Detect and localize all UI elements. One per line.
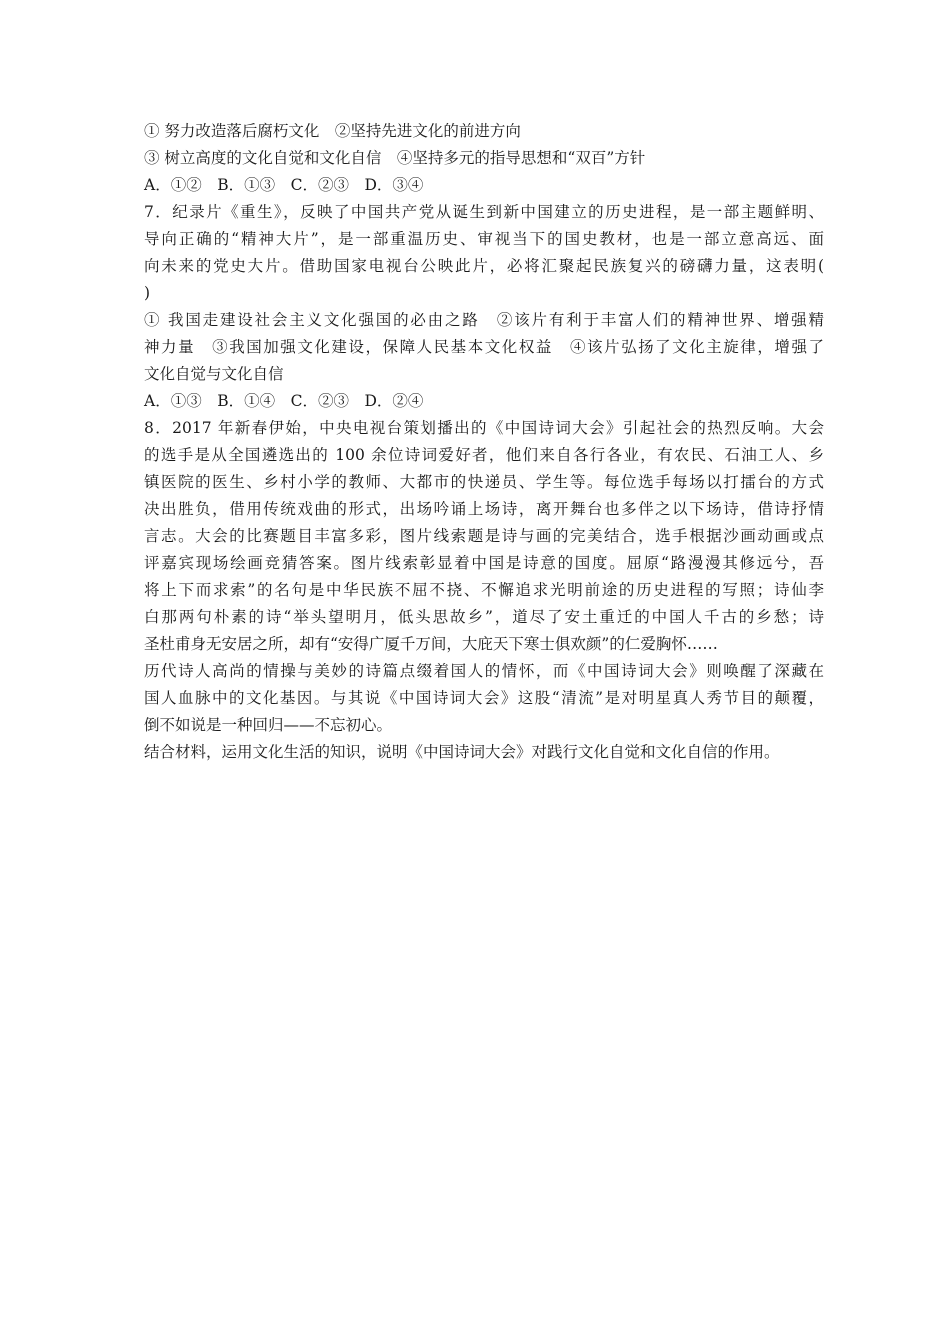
q7-option-line: 文化自觉与文化自信 <box>144 365 284 383</box>
q8-material-line: 镇医院的医生、乡村小学的教师、大都市的快递员、学生等。每位选手每场以打擂台的方式 <box>144 473 824 491</box>
q7-option-line: 神力量 ③我国加强文化建设，保障人民基本文化权益 ④该片弘扬了文化主旋律，增强了 <box>144 338 824 356</box>
q6-answer-choices: A．①② B．①③ C．②③ D．③④ <box>144 176 424 194</box>
q8-material-line: 将上下而求索”的名句是中华民族不屈不挠、不懈追求光明前途的历史进程的写照；诗仙李 <box>144 581 824 599</box>
q7-stem-line: 7．纪录片《重生》，反映了中国共产党从诞生到新中国建立的历史进程，是一部主题鲜明、 <box>144 203 824 221</box>
document-content <box>144 118 824 766</box>
q8-material-line: 评嘉宾现场绘画竞猜答案。图片线索彰显着中国是诗意的国度。屈原“路漫漫其修远兮，吾 <box>144 554 824 572</box>
q8-material-line: 决出胜负，借用传统戏曲的形式，出场吟诵上场诗，离开舞台也多伴之以下场诗，借诗抒情 <box>144 500 824 518</box>
q7-option-line: ① 我国走建设社会主义文化强国的必由之路 ②该片有利于丰富人们的精神世界、增强精 <box>144 311 824 329</box>
q7-answer-choices: A．①③ B．①④ C．②③ D．②④ <box>144 392 424 410</box>
q8-material-line: 的选手是从全国遴选出的 100 余位诗词爱好者，他们来自各行各业，有农民、石油工人、乡 <box>144 446 824 464</box>
q7-stem-line: ) <box>144 284 151 302</box>
q8-material-line: 白那两句朴素的诗“举头望明月，低头思故乡”，道尽了安土重迁的中国人千古的乡愁；诗 <box>144 608 824 626</box>
q7-stem-line: 向未来的党史大片。借助国家电视台公映此片，必将汇聚起民族复兴的磅礴力量，这表明( <box>144 257 824 275</box>
q8-material-line: 历代诗人高尚的情操与美妙的诗篇点缀着国人的情怀，而《中国诗词大会》则唤醒了深藏在 <box>144 662 824 680</box>
q6-option-line-1: ① 努力改造落后腐朽文化 ②坚持先进文化的前进方向 <box>144 122 521 140</box>
q8-material-line: 言志。大会的比赛题目丰富多彩，图片线索题是诗与画的完美结合，选手根据沙画动画或点 <box>144 527 824 545</box>
q8-material-line: 圣杜甫身无安居之所，却有“安得广厦千万间，大庇天下寒士俱欢颜”的仁爱胸怀…… <box>144 635 718 653</box>
q8-material-line: 倒不如说是一种回归——不忘初心。 <box>144 716 393 734</box>
q8-material-line: 国人血脉中的文化基因。与其说《中国诗词大会》这股“清流”是对明星真人秀节目的颠覆， <box>144 689 824 707</box>
q6-option-line-2: ③ 树立高度的文化自觉和文化自信 ④坚持多元的指导思想和“双百”方针 <box>144 149 646 167</box>
q8-question: 结合材料，运用文化生活的知识，说明《中国诗词大会》对践行文化自觉和文化自信的作用。 <box>144 743 780 761</box>
q8-material-line: 8．2017 年新春伊始，中央电视台策划播出的《中国诗词大会》引起社会的热烈反响。大会 <box>144 419 824 437</box>
q7-stem-line: 导向正确的“精神大片”，是一部重温历史、审视当下的国史教材，也是一部立意高远、面 <box>144 230 824 248</box>
